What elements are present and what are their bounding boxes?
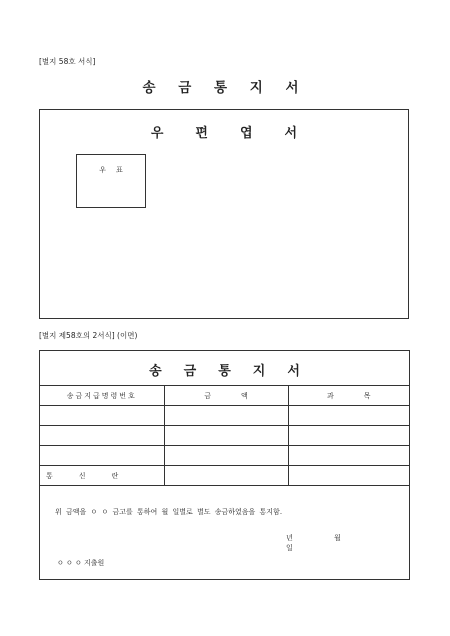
header-order-number: 송금지급명령번호 bbox=[40, 386, 164, 406]
stamp-label: 우표 bbox=[99, 166, 133, 174]
communication-row bbox=[40, 466, 409, 486]
stamp-box bbox=[76, 154, 146, 208]
table-row bbox=[40, 446, 409, 466]
postcard-box bbox=[39, 109, 409, 319]
signer-line: ㅇ ㅇ ㅇ 지출원 bbox=[57, 559, 105, 567]
remittance-table bbox=[40, 385, 409, 486]
date-year: 년 bbox=[286, 534, 293, 542]
table-cell bbox=[288, 406, 409, 426]
date-line bbox=[286, 533, 409, 553]
table-cell bbox=[40, 426, 164, 446]
form-label-2: [별지 제58호의 2서식] (이면) bbox=[39, 331, 138, 340]
table-cell bbox=[164, 446, 288, 466]
notice-title: 송금통지서 bbox=[149, 364, 322, 379]
table-cell bbox=[164, 466, 288, 486]
table-row bbox=[40, 426, 409, 446]
form-label: [별지 58호 서식] bbox=[39, 57, 96, 66]
postcard-title: 우편엽서 bbox=[150, 126, 330, 141]
communication-label: 통신란 bbox=[40, 466, 164, 486]
table-row bbox=[40, 406, 409, 426]
table-cell bbox=[40, 406, 164, 426]
page-title: 송 금 통 지 서 bbox=[142, 80, 308, 96]
table-cell bbox=[40, 446, 164, 466]
header-subject: 과목 bbox=[288, 386, 409, 406]
table-cell bbox=[164, 406, 288, 426]
table-header-row bbox=[40, 386, 409, 406]
date-day: 일 bbox=[286, 544, 293, 552]
table-cell bbox=[288, 466, 409, 486]
table-cell bbox=[288, 426, 409, 446]
notice-body-text: 위 금액을 ㅇ ㅇ 금고를 통하여 월 일별로 별도 송금하였음을 통지함. bbox=[55, 508, 283, 516]
remittance-notice-box bbox=[39, 350, 410, 580]
table-cell bbox=[288, 446, 409, 466]
date-month: 월 bbox=[334, 534, 341, 542]
header-amount: 금액 bbox=[164, 386, 288, 406]
table-cell bbox=[164, 426, 288, 446]
